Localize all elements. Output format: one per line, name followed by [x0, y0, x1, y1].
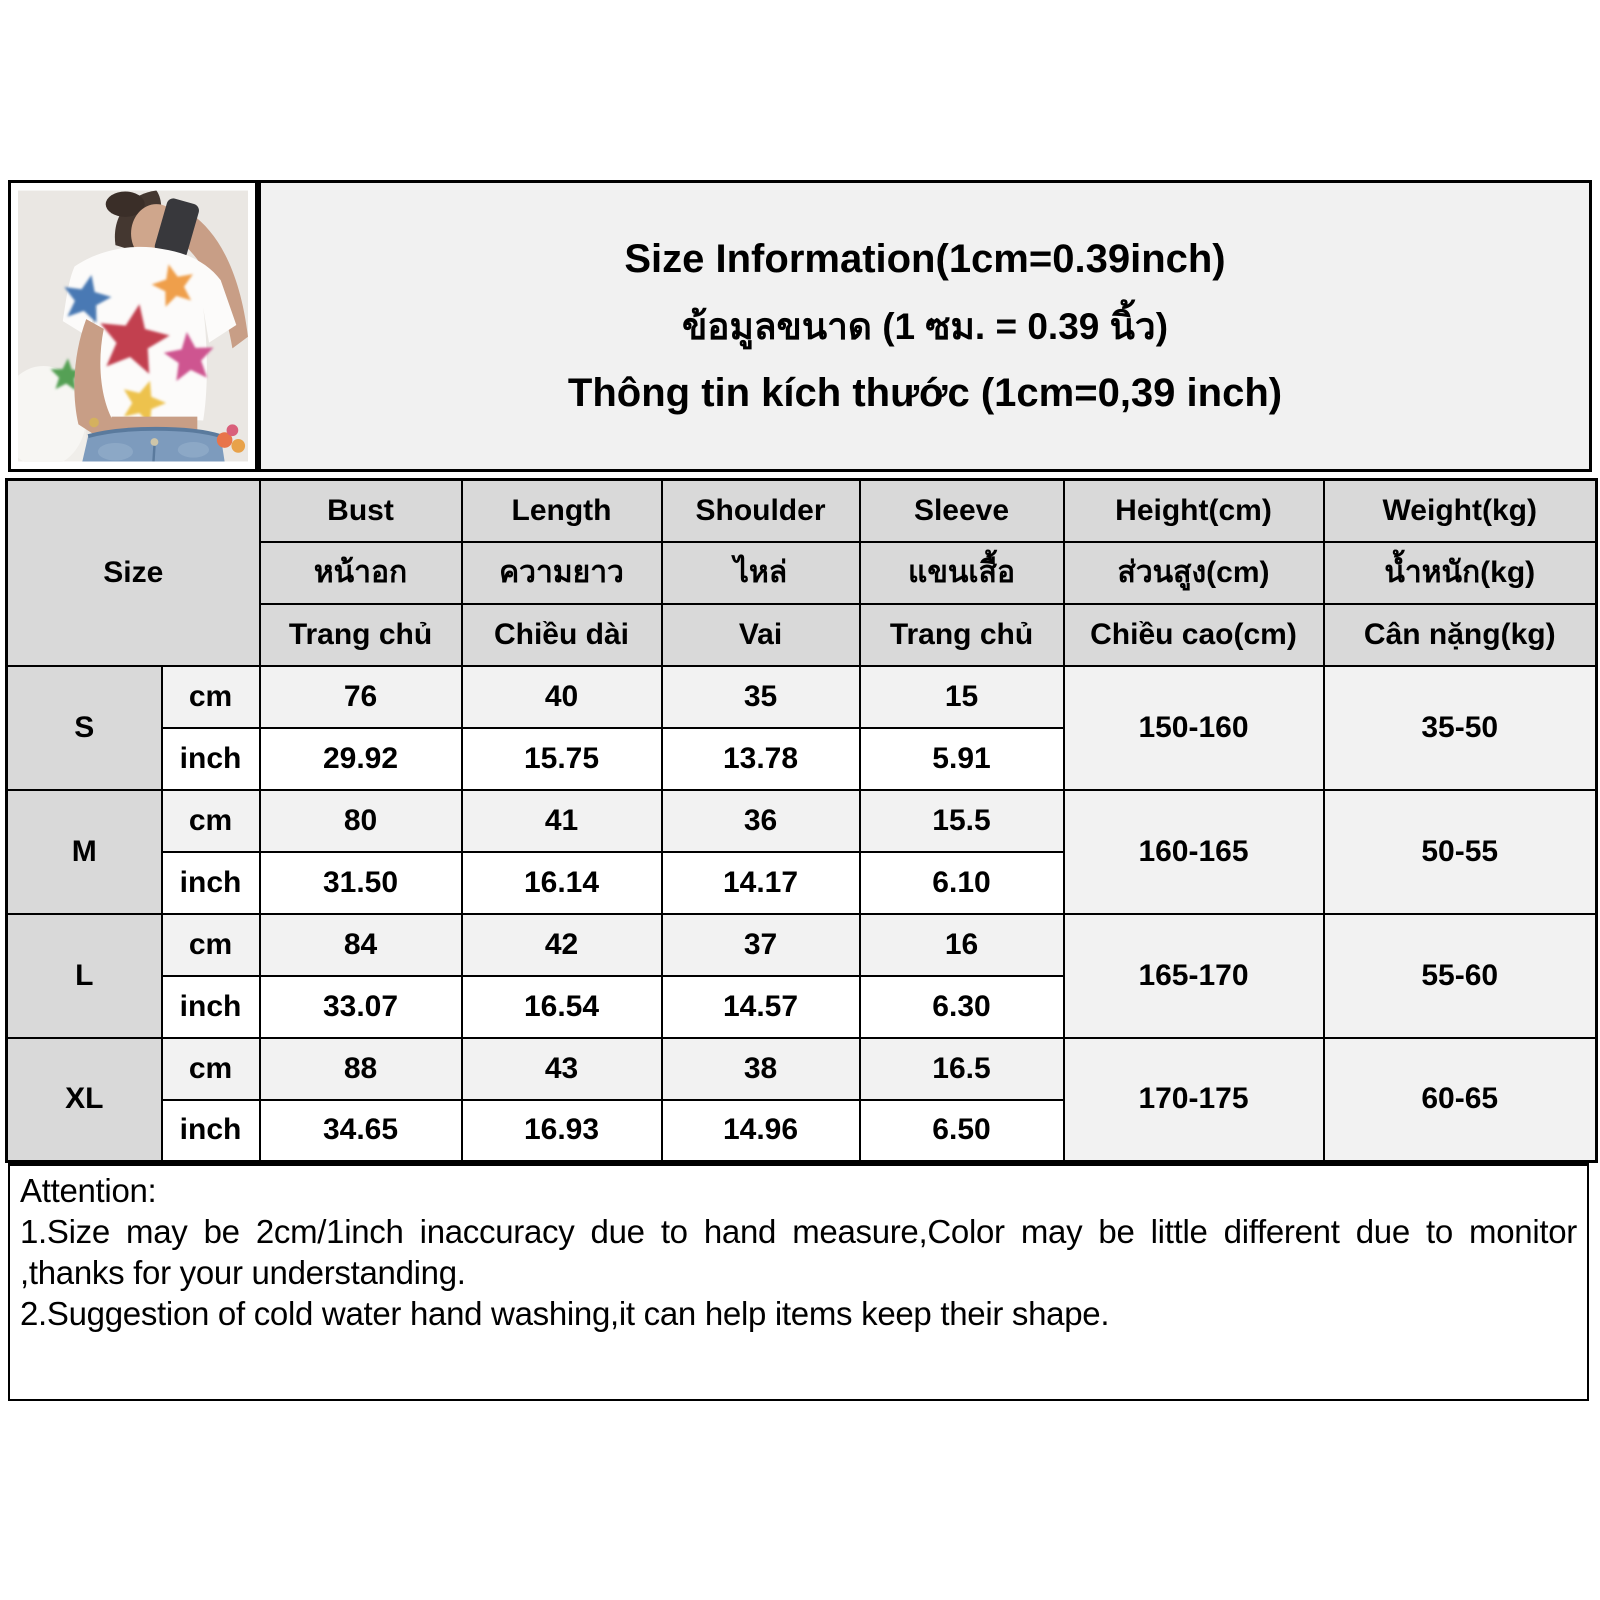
- cell-s-height: 150-160: [1064, 666, 1324, 790]
- cell-l-height: 165-170: [1064, 914, 1324, 1038]
- cell-s-length-cm: 40: [462, 666, 662, 728]
- attention-box: [8, 1163, 1589, 1401]
- cell-xl-length-cm: 43: [462, 1038, 662, 1100]
- cell-l-bust-cm: 84: [260, 914, 462, 976]
- size-corner-cell: Size: [7, 480, 260, 666]
- title-vietnamese: Thông tin kích thước (1cm=0,39 inch): [567, 370, 1283, 415]
- size-label-m: M: [7, 790, 162, 914]
- cell-m-bust-inch: 31.50: [260, 852, 462, 914]
- cell-s-shoulder-inch: 13.78: [662, 728, 860, 790]
- cell-s-sleeve-inch: 5.91: [860, 728, 1064, 790]
- col-header-sleeve-en: Sleeve: [860, 480, 1064, 542]
- header-row-english: [7, 480, 1597, 542]
- unit-inch: inch: [162, 728, 260, 790]
- cell-l-sleeve-inch: 6.30: [860, 976, 1064, 1038]
- cell-m-weight: 50-55: [1324, 790, 1597, 914]
- col-header-sleeve-th: แขนเสื้อ: [860, 542, 1064, 604]
- cell-xl-weight: 60-65: [1324, 1038, 1597, 1162]
- col-header-shoulder-vi: Vai: [662, 604, 860, 666]
- cell-l-bust-inch: 33.07: [260, 976, 462, 1038]
- cell-l-shoulder-inch: 14.57: [662, 976, 860, 1038]
- cell-xl-bust-cm: 88: [260, 1038, 462, 1100]
- title-english: Size Information(1cm=0.39inch): [624, 236, 1226, 281]
- row-m-cm: [7, 790, 1597, 852]
- title-thai: ข้อมูลขนาด (1 ซม. = 0.39 นิ้ว): [681, 305, 1169, 347]
- cell-l-length-inch: 16.54: [462, 976, 662, 1038]
- size-label-xl: XL: [7, 1038, 162, 1162]
- cell-m-sleeve-cm: 15.5: [860, 790, 1064, 852]
- col-header-weight-th: น้ำหนัก(kg): [1324, 542, 1597, 604]
- cell-s-sleeve-cm: 15: [860, 666, 1064, 728]
- cell-l-weight: 55-60: [1324, 914, 1597, 1038]
- col-header-height-vi: Chiều cao(cm): [1064, 604, 1324, 666]
- product-photo: [8, 180, 258, 472]
- attention-note-2: 2.Suggestion of cold water hand washing,it can help items keep their shape.: [20, 1295, 1110, 1332]
- attention-note-1: 1.Size may be 2cm/1inch inaccuracy due to hand measure,Color may be little different due to monitor ,thanks for your understanding.: [20, 1213, 1577, 1291]
- col-header-sleeve-vi: Trang chủ: [860, 604, 1064, 666]
- product-photo-illustration: [18, 190, 248, 462]
- cell-m-length-cm: 41: [462, 790, 662, 852]
- size-table: [5, 478, 1598, 1163]
- cell-s-shoulder-cm: 35: [662, 666, 860, 728]
- col-header-bust-en: Bust: [260, 480, 462, 542]
- col-header-length-en: Length: [462, 480, 662, 542]
- unit-cm: cm: [162, 666, 260, 728]
- col-header-weight-en: Weight(kg): [1324, 480, 1597, 542]
- cell-xl-shoulder-cm: 38: [662, 1038, 860, 1100]
- cell-xl-bust-inch: 34.65: [260, 1100, 462, 1162]
- col-header-length-vi: Chiều dài: [462, 604, 662, 666]
- col-header-bust-th: หน้าอก: [260, 542, 462, 604]
- cell-l-length-cm: 42: [462, 914, 662, 976]
- cell-xl-sleeve-inch: 6.50: [860, 1100, 1064, 1162]
- col-header-height-en: Height(cm): [1064, 480, 1324, 542]
- unit-inch: inch: [162, 1100, 260, 1162]
- cell-xl-shoulder-inch: 14.96: [662, 1100, 860, 1162]
- cell-l-sleeve-cm: 16: [860, 914, 1064, 976]
- cell-xl-height: 170-175: [1064, 1038, 1324, 1162]
- cell-s-weight: 35-50: [1324, 666, 1597, 790]
- cell-m-shoulder-cm: 36: [662, 790, 860, 852]
- cell-m-sleeve-inch: 6.10: [860, 852, 1064, 914]
- row-xl-cm: [7, 1038, 1597, 1100]
- col-header-shoulder-th: ไหล่: [662, 542, 860, 604]
- unit-cm: cm: [162, 914, 260, 976]
- attention-heading: Attention:: [20, 1172, 157, 1209]
- cell-s-bust-inch: 29.92: [260, 728, 462, 790]
- col-header-length-th: ความยาว: [462, 542, 662, 604]
- unit-cm: cm: [162, 790, 260, 852]
- cell-m-length-inch: 16.14: [462, 852, 662, 914]
- size-label-s: S: [7, 666, 162, 790]
- title-box: [258, 180, 1592, 472]
- col-header-bust-vi: Trang chủ: [260, 604, 462, 666]
- unit-cm: cm: [162, 1038, 260, 1100]
- unit-inch: inch: [162, 976, 260, 1038]
- cell-m-bust-cm: 80: [260, 790, 462, 852]
- col-header-height-th: ส่วนสูง(cm): [1064, 542, 1324, 604]
- cell-s-bust-cm: 76: [260, 666, 462, 728]
- cell-m-height: 160-165: [1064, 790, 1324, 914]
- row-s-cm: [7, 666, 1597, 728]
- cell-l-shoulder-cm: 37: [662, 914, 860, 976]
- unit-inch: inch: [162, 852, 260, 914]
- cell-xl-length-inch: 16.93: [462, 1100, 662, 1162]
- cell-m-shoulder-inch: 14.17: [662, 852, 860, 914]
- col-header-shoulder-en: Shoulder: [662, 480, 860, 542]
- cell-s-length-inch: 15.75: [462, 728, 662, 790]
- row-l-cm: [7, 914, 1597, 976]
- cell-xl-sleeve-cm: 16.5: [860, 1038, 1064, 1100]
- col-header-weight-vi: Cân nặng(kg): [1324, 604, 1597, 666]
- size-label-l: L: [7, 914, 162, 1038]
